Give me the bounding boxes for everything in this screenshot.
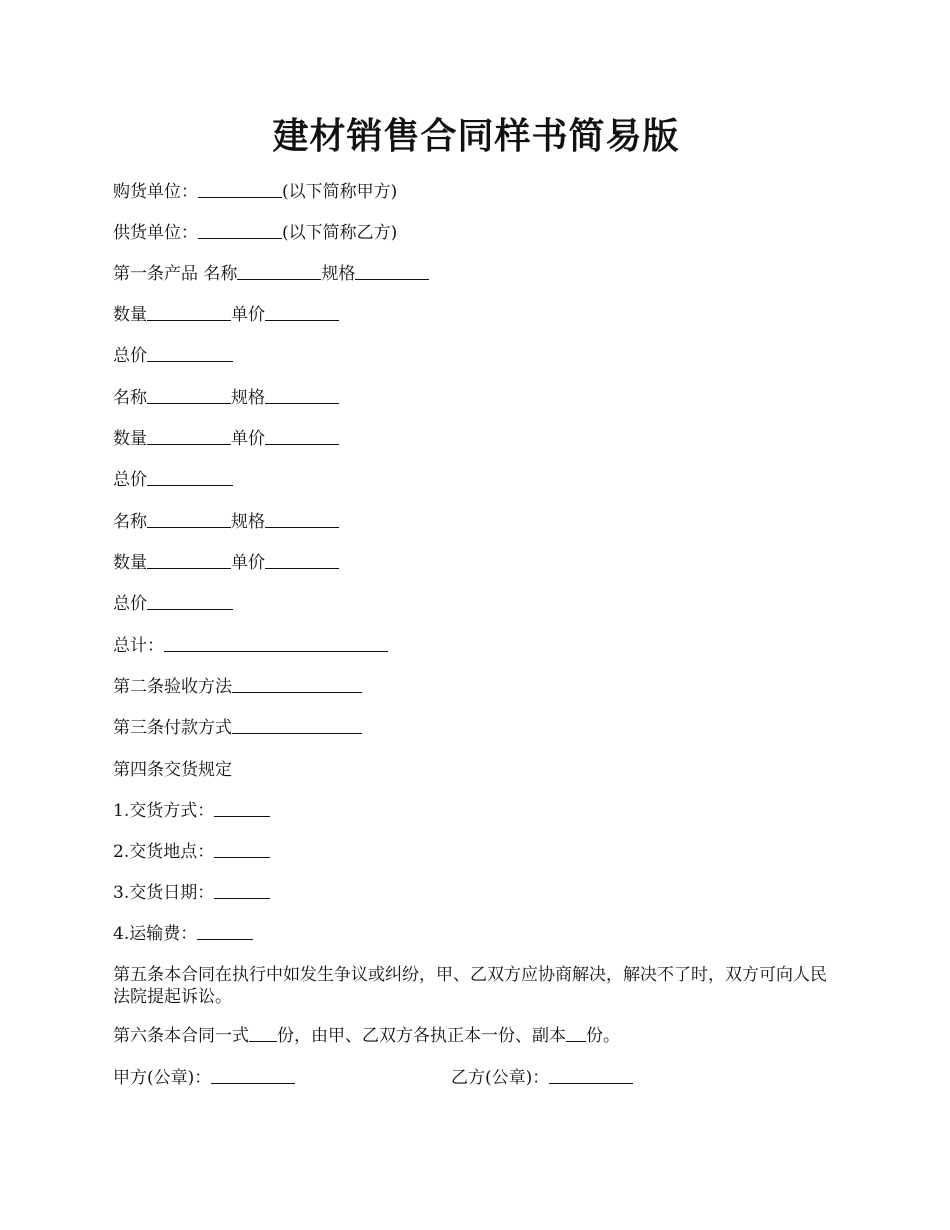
transport-fee-blank[interactable] — [197, 923, 253, 940]
article4-line — [113, 758, 232, 782]
seller-blank[interactable] — [198, 222, 282, 239]
delivery-place-blank[interactable] — [214, 841, 270, 858]
spec-blank-3[interactable] — [265, 511, 339, 528]
price-blank-3[interactable] — [265, 552, 339, 569]
price-label-2: 单价 — [231, 429, 265, 449]
qty-price-line-2 — [113, 427, 339, 451]
buyer-label: 购货单位： — [113, 182, 198, 202]
article2-label: 第二条验收方法 — [113, 677, 232, 697]
party-a-seal-blank[interactable] — [211, 1067, 295, 1084]
party-a-seal-label: 甲方(公章)： — [113, 1068, 212, 1088]
qty-label-2: 数量 — [113, 429, 147, 449]
total-price-blank-1[interactable] — [147, 345, 233, 362]
spec-label-1: 规格 — [321, 264, 356, 284]
delivery-item-2 — [113, 840, 270, 864]
total-price-line-3 — [113, 592, 233, 616]
seller-line — [113, 221, 397, 245]
buyer-line — [113, 180, 397, 204]
seller-suffix: (以下简称乙方) — [282, 223, 398, 243]
buyer-blank[interactable] — [198, 181, 282, 198]
price-label-1: 单价 — [231, 305, 265, 325]
spec-label-2: 规格 — [231, 388, 265, 408]
article6-line — [113, 1024, 620, 1048]
qty-blank-1[interactable] — [147, 304, 231, 321]
qty-label-3: 数量 — [113, 553, 147, 573]
delivery-item-1 — [113, 799, 270, 823]
price-label-3: 单价 — [231, 553, 265, 573]
qty-price-line-3 — [113, 551, 339, 575]
inspection-method-blank[interactable] — [232, 676, 362, 693]
transport-fee-label: 4.运输费： — [113, 924, 198, 944]
article3-label: 第三条付款方式 — [113, 718, 232, 738]
article5-paragraph: 第五条本合同在执行中如发生争议或纠纷，甲、乙双方应协商解决，解决不了时，双方可向人民法院提起诉讼。 — [113, 965, 827, 1007]
article1-prefix: 第一条产品 名称 — [113, 264, 238, 284]
party-b-seal-label: 乙方(公章)： — [451, 1068, 550, 1088]
name-blank-1[interactable] — [237, 263, 321, 280]
price-blank-2[interactable] — [265, 428, 339, 445]
total-price-line-2 — [113, 468, 233, 492]
total-price-blank-3[interactable] — [147, 593, 233, 610]
article1-product-line — [113, 262, 429, 286]
delivery-method-label: 1.交货方式： — [113, 801, 215, 821]
delivery-item-4 — [113, 922, 253, 946]
price-blank-1[interactable] — [265, 304, 339, 321]
party-b-seal — [451, 1066, 633, 1090]
qty-blank-2[interactable] — [147, 428, 231, 445]
article4-label: 第四条交货规定 — [113, 760, 232, 780]
name-spec-line-2 — [113, 386, 339, 410]
spec-label-3: 规格 — [231, 512, 265, 532]
grand-total-blank[interactable] — [164, 635, 388, 652]
article3-line — [113, 716, 362, 740]
party-b-seal-blank[interactable] — [549, 1067, 633, 1084]
copies-total-blank[interactable] — [249, 1025, 277, 1042]
total-price-label-3: 总价 — [113, 594, 147, 614]
name-spec-line-3 — [113, 510, 339, 534]
grand-total-label: 总计： — [113, 636, 164, 656]
delivery-method-blank[interactable] — [214, 800, 270, 817]
delivery-date-blank[interactable] — [214, 882, 270, 899]
qty-label-1: 数量 — [113, 305, 147, 325]
signature-line — [113, 1066, 843, 1090]
name-label-3: 名称 — [113, 512, 147, 532]
qty-blank-3[interactable] — [147, 552, 231, 569]
spec-blank-2[interactable] — [265, 387, 339, 404]
delivery-date-label: 3.交货日期： — [113, 883, 215, 903]
total-price-label-2: 总价 — [113, 470, 147, 490]
article6-text-b: 份，由甲、乙双方各执正本一份、副本 — [277, 1026, 566, 1046]
duplicate-count-blank[interactable] — [566, 1025, 586, 1042]
article6-text-c: 份。 — [586, 1026, 620, 1046]
name-blank-2[interactable] — [147, 387, 231, 404]
article2-line — [113, 675, 362, 699]
name-blank-3[interactable] — [147, 511, 231, 528]
delivery-place-label: 2.交货地点： — [113, 842, 215, 862]
delivery-item-3 — [113, 881, 270, 905]
document-title: 建材销售合同样书简易版 — [272, 115, 680, 157]
buyer-suffix: (以下简称甲方) — [282, 182, 398, 202]
total-price-line-1 — [113, 344, 233, 368]
name-label-2: 名称 — [113, 388, 147, 408]
seller-label: 供货单位： — [113, 223, 198, 243]
total-price-label-1: 总价 — [113, 346, 147, 366]
grand-total-line — [113, 634, 388, 658]
article6-text-a: 第六条本合同一式 — [113, 1026, 249, 1046]
payment-method-blank[interactable] — [232, 717, 362, 734]
qty-price-line-1 — [113, 303, 339, 327]
spec-blank-1[interactable] — [355, 263, 429, 280]
party-a-seal — [113, 1068, 295, 1088]
total-price-blank-2[interactable] — [147, 469, 233, 486]
